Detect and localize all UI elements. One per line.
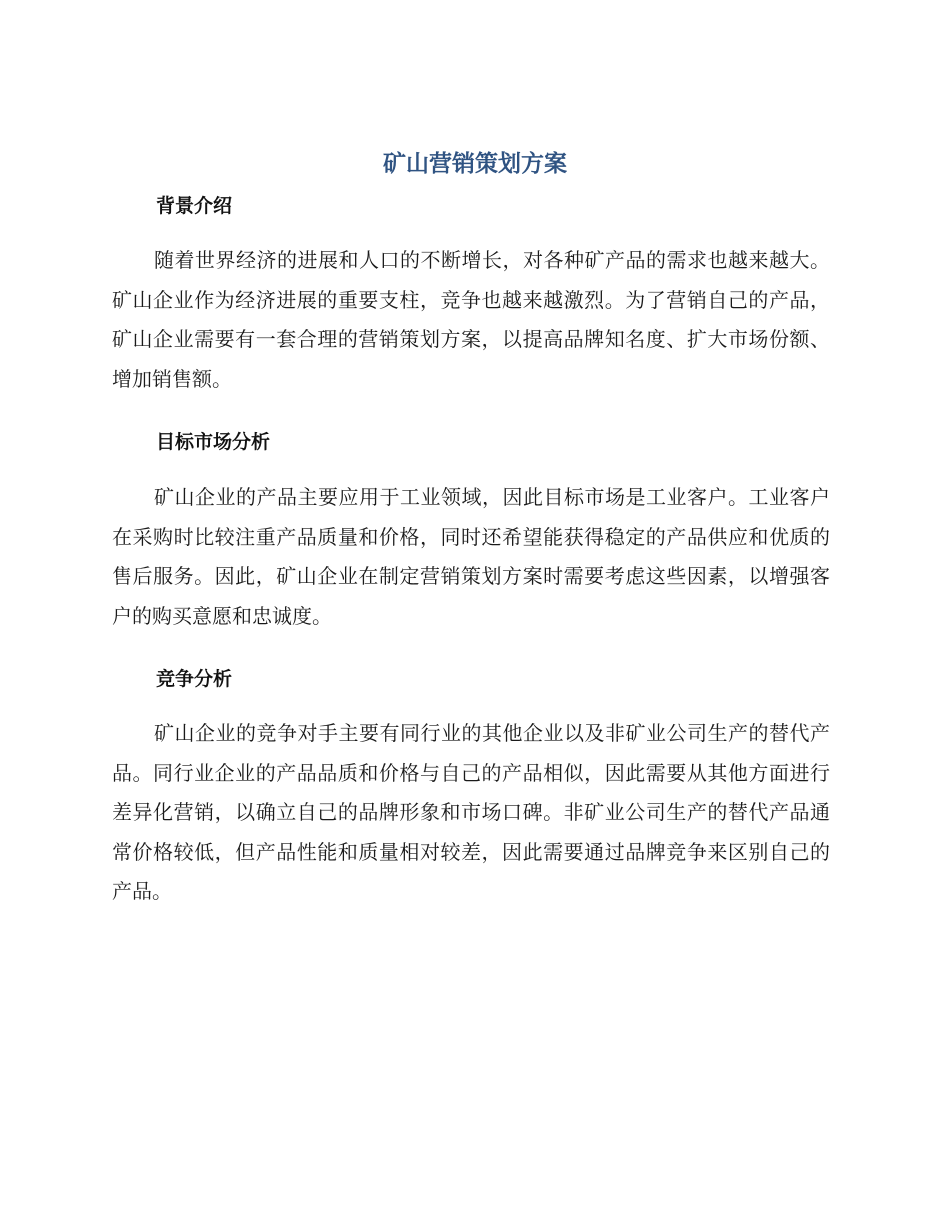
section-body-background: 随着世界经济的进展和人口的不断增长，对各种矿产品的需求也越来越大。矿山企业作为经济进展的重要支柱，竞争也越来越激烈。为了营销自己的产品，矿山企业需要有一套合理的营销策划方案，以提高品牌知名度、扩大市场份额、增加销售额。 [112, 248, 830, 391]
section-heading-target-market: 目标市场分析 [156, 431, 271, 453]
section-body-target-market: 矿山企业的产品主要应用于工业领域，因此目标市场是工业客户。工业客户在采购时比较注重产品质量和价格，同时还希望能获得稳定的产品供应和优质的售后服务。因此，矿山企业在制定营销策划方案时需要考虑这些因素，以增强客户的购买意愿和忠诚度。 [112, 485, 830, 628]
section-heading-competition: 竞争分析 [156, 668, 233, 690]
section-heading-background: 背景介绍 [156, 195, 233, 217]
section-body-competition: 矿山企业的竞争对手主要有同行业的其他企业以及非矿业公司生产的替代产品。同行业企业的产品品质和价格与自己的产品相似，因此需要从其他方面进行差异化营销，以确立自己的品牌形象和市场口碑。非矿业公司生产的替代产品通常价格较低，但产品性能和质量相对较差，因此需要通过品牌竞争来区别自己的产品。 [112, 721, 830, 903]
document-title: 矿山营销策划方案 [383, 151, 567, 177]
